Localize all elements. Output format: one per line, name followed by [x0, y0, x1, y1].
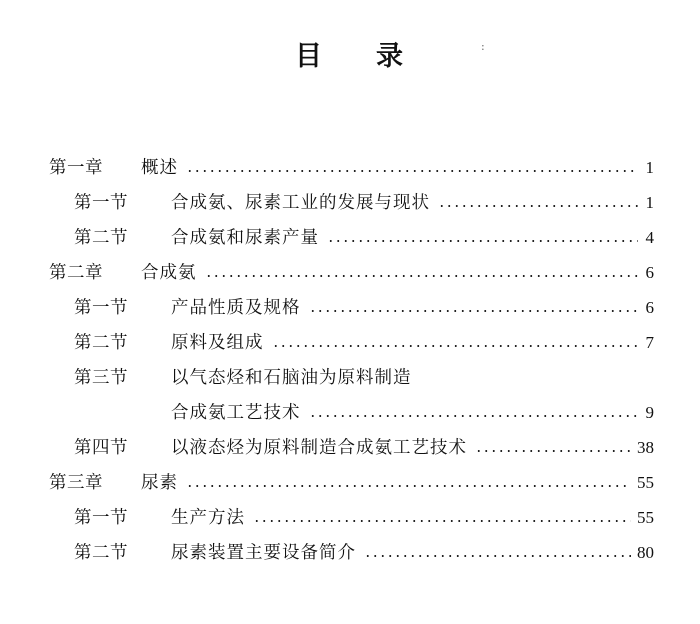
section-label: 第一节: [74, 508, 128, 528]
toc-section-2-4: [74, 431, 654, 465]
toc-section-2-1: [74, 291, 654, 325]
section-label: 第四节: [74, 438, 128, 458]
chapter-label: 第二章: [49, 263, 103, 283]
dot-leader: [186, 485, 631, 487]
dot-leader: [309, 310, 639, 312]
section-label: 第三节: [74, 368, 128, 388]
toc-chapter-1: [49, 151, 654, 185]
chapter-title: 合成氨: [141, 263, 197, 283]
toc-section-3-2: [74, 536, 654, 570]
page-title: [0, 34, 700, 73]
page-number: 80: [637, 543, 654, 562]
section-title: 合成氨和尿素产量: [171, 228, 319, 248]
section-label: 第一节: [74, 193, 128, 213]
section-label: 第一节: [74, 298, 128, 318]
dot-leader: [364, 555, 631, 557]
chapter-title: 尿素: [141, 473, 178, 493]
page-number: 1: [645, 158, 654, 177]
section-label: 第二节: [74, 228, 128, 248]
page-number: 9: [645, 403, 654, 422]
toc-chapter-2: [49, 256, 654, 290]
dot-leader: [309, 415, 639, 417]
section-title: 产品性质及规格: [171, 298, 301, 318]
page-number: 55: [637, 508, 654, 527]
page-number: 7: [645, 333, 654, 352]
section-title: 以液态烃为原料制造合成氨工艺技术: [171, 438, 467, 458]
toc-section-1-2: [74, 221, 654, 255]
toc-section-2-3: [74, 361, 654, 395]
chapter-label: 第一章: [49, 158, 103, 178]
chapter-title: 概述: [141, 158, 178, 178]
dot-leader: [327, 240, 638, 242]
dot-leader: [205, 275, 639, 277]
toc-chapter-3: [49, 466, 654, 500]
chapter-label: 第三章: [49, 473, 103, 493]
dot-leader: [253, 520, 631, 522]
dot-leader: [438, 205, 638, 207]
section-label: 第二节: [74, 333, 128, 353]
title-char-1: 目: [295, 41, 324, 72]
section-title: 尿素装置主要设备简介: [171, 543, 356, 563]
page-number: 6: [645, 298, 654, 317]
page-number: 6: [645, 263, 654, 282]
dot-leader: [272, 345, 639, 347]
section-label: 第二节: [74, 543, 128, 563]
section-title: 合成氨、尿素工业的发展与现状: [171, 193, 430, 213]
title-char-2: 录: [376, 41, 405, 72]
stray-mark: :: [481, 40, 485, 53]
page-number: 55: [637, 473, 654, 492]
section-title: 原料及组成: [171, 333, 264, 353]
page-number: 1: [645, 193, 654, 212]
toc-section-2-2: [74, 326, 654, 360]
section-title-continued: 合成氨工艺技术: [171, 403, 301, 423]
page-number: 4: [645, 228, 654, 247]
toc-section-1-1: [74, 186, 654, 220]
section-title: 以气态烃和石脑油为原料制造: [171, 368, 412, 388]
toc-section-2-3-continued: [171, 396, 654, 430]
page-number: 38: [637, 438, 654, 457]
dot-leader: [186, 170, 638, 172]
section-title: 生产方法: [171, 508, 245, 528]
dot-leader: [475, 450, 631, 452]
toc-section-3-1: [74, 501, 654, 535]
